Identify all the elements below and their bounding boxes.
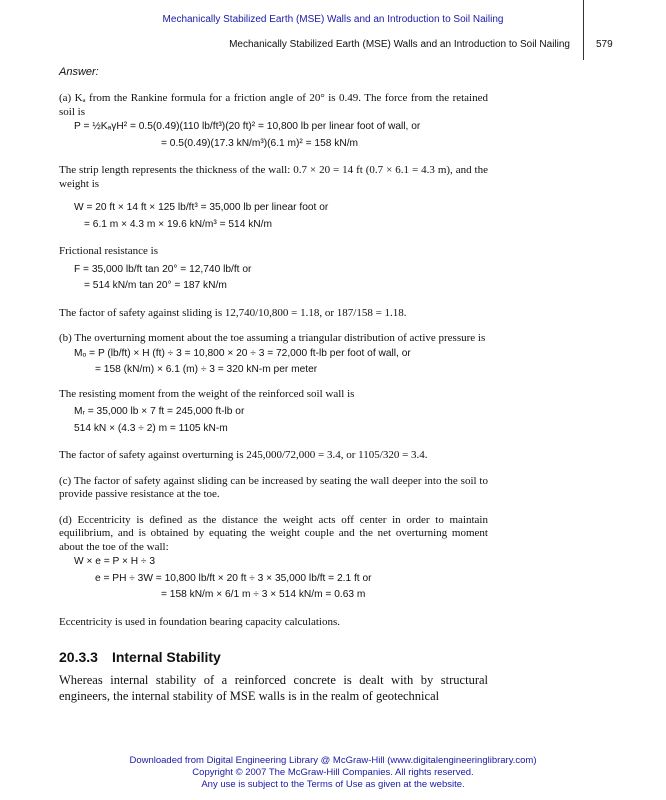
section-heading: [59, 649, 488, 665]
equation-line: Mᵣ = 35,000 lb × 7 ft = 245,000 ft-lb or: [74, 406, 245, 417]
section-number: 20.3.3: [59, 649, 98, 665]
paragraph: The resisting moment from the weight of the reinforced soil wall is: [59, 387, 355, 400]
footer-terms-line: Any use is subject to the Terms of Use as given at the website.: [201, 779, 465, 790]
spacer: [59, 502, 488, 514]
paragraph: The factor of safety against sliding is 12,740/10,800 = 1.18, or 187/158 = 1.18.: [59, 306, 407, 319]
equation-line: = 6.1 m × 4.3 m × 19.6 kN/m³ = 514 kN/m: [84, 218, 272, 230]
spacer: [59, 295, 488, 307]
paragraph: (c) The factor of safety against sliding can be increased by seating the wall deeper into the soil to provide passive resistance at the toe.: [59, 474, 488, 500]
answer-blocks: [59, 92, 488, 629]
paragraph: (a) Kₐ from the Rankine formula for a friction angle of 20° is 0.49. The force from the retained soil is: [59, 92, 488, 118]
spacer: [59, 604, 488, 616]
equation-line: = 514 kN/m tan 20° = 187 kN/m: [84, 280, 227, 291]
equation-line: Mₒ = P (lb/ft) × H (ft) ÷ 3 = 10,800 × 20 ÷ 3 = 72,000 ft-lb per foot of wall, or: [74, 347, 411, 359]
spacer: [59, 437, 488, 449]
spacer: [59, 379, 488, 388]
answer-label: Answer:: [59, 66, 99, 78]
paragraph: (d) Eccentricity is defined as the distance the weight acts off center in order to maintain equilibrium, and is obtained by equating the weight couple and the net overturning moment about the toe of the wall:: [59, 513, 488, 553]
top-banner: Mechanically Stabilized Earth (MSE) Walls and an Introduction to Soil Nailing: [162, 14, 504, 25]
paragraph: (b) The overturning moment about the toe assuming a triangular distribution of active pressure is: [59, 332, 486, 344]
spacer: [59, 152, 488, 164]
equation-line: e = PH ÷ 3W = 10,800 lb/ft × 20 ft ÷ 3 × 35,000 lb/ft = 2.1 ft or: [95, 572, 372, 584]
page-number: 579: [596, 39, 613, 50]
running-head: Mechanically Stabilized Earth (MSE) Walls and an Introduction to Soil Nailing: [229, 39, 570, 50]
paragraph: The strip length represents the thickness of the wall: 0.7 × 20 = 14 ft (0.7 × 6.1 = 4.3 m), and the weight is: [59, 164, 488, 190]
header-divider: [583, 0, 584, 60]
paragraph: Eccentricity is used in foundation bearing capacity calculations.: [59, 615, 341, 628]
spacer: [59, 320, 488, 332]
section-title: Internal Stability: [111, 649, 221, 665]
equation-line: W × e = P × H ÷ 3: [74, 556, 155, 567]
paragraph: The factor of safety against overturning is 245,000/72,000 = 3.4, or 1105/320 = 3.4.: [59, 449, 428, 461]
equation-line: P = ½KₐγH² = 0.5(0.49)(110 lb/ft³)(20 ft)² = 10,800 lb per linear foot of wall, or: [74, 121, 421, 132]
spacer: [59, 463, 488, 475]
section-body: Whereas internal stability of a reinforced concrete is dealt with by structural engineers, the internal stability of MSE walls is in the realm of geotechnical: [59, 673, 488, 703]
equation-line: F = 35,000 lb/ft tan 20° = 12,740 lb/ft or: [74, 263, 252, 275]
page-content: [59, 66, 488, 704]
paragraph: Frictional resistance is: [59, 245, 158, 257]
spacer: [59, 233, 488, 245]
equation-line: W = 20 ft × 14 ft × 125 lb/ft³ = 35,000 lb per linear foot or: [74, 202, 329, 213]
equation-line: = 158 kN/m × 6/1 m ÷ 3 × 514 kN/m = 0.63 m: [161, 589, 366, 600]
footer: [0, 755, 666, 791]
footer-download-line: Downloaded from Digital Engineering Library @ McGraw-Hill (www.digitalengineeringlibrary.com): [129, 755, 537, 766]
footer-copyright-line: Copyright © 2007 The McGraw-Hill Companies. All rights reserved.: [192, 767, 474, 778]
equation-line: = 0.5(0.49)(17.3 kN/m³)(6.1 m)² = 158 kN/m: [161, 137, 359, 149]
spacer: [59, 191, 488, 200]
equation-line: 514 kN × (4.3 ÷ 2) m = 1105 kN-m: [74, 422, 228, 434]
equation-line: = 158 (kN/m) × 6.1 (m) ÷ 3 = 320 kN-m per meter: [95, 364, 318, 375]
